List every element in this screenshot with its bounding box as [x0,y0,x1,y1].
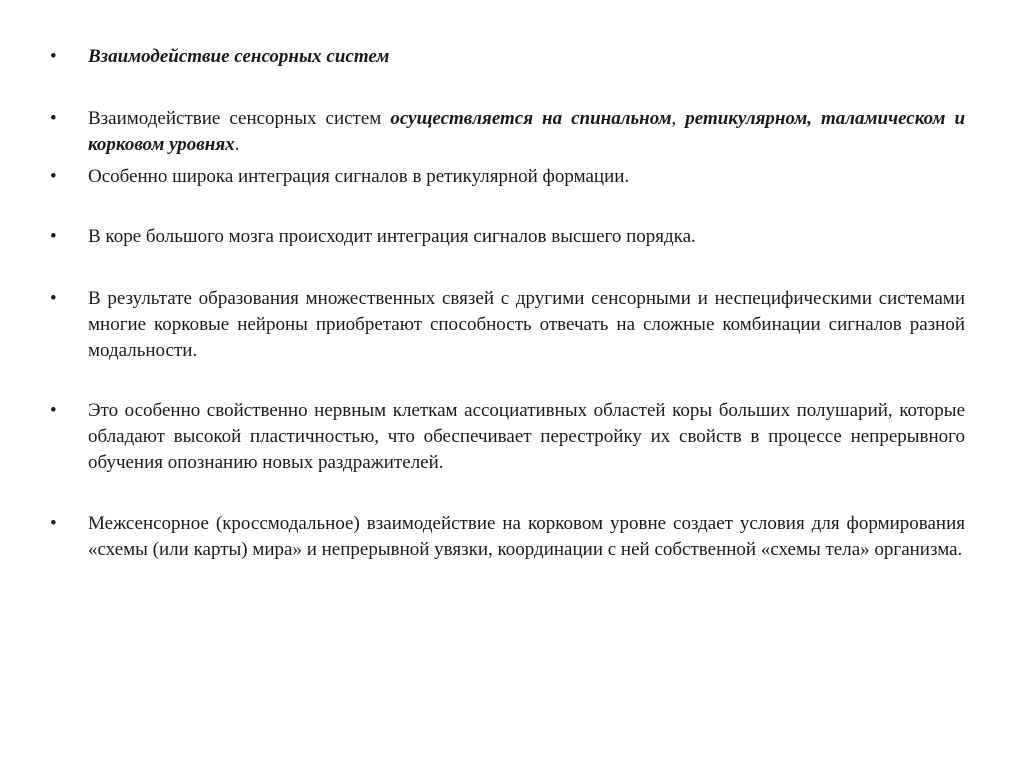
bullet-text [88,164,965,190]
heading-text: Взаимодействие сенсорных систем [88,46,390,67]
bullet-text [88,286,965,364]
bullet-text [88,106,965,158]
text-run: Взаимодействие сенсорных систем [88,108,391,129]
text-run: Особенно широка интеграция сигналов в ретикулярной формации. [88,166,630,187]
bullet-marker: • [50,288,57,309]
bullet-text [88,511,965,563]
text-run: Это особенно свойственно нервным клеткам ассоциативных областей коры больших полушарий, которые обладают высокой пластичностью, что обеспечивает перестройку их свойств в процессе непрерывного обучения опознанию новых раздражителей. [88,400,965,473]
text-run: В результате образования множественных связей с другими сенсорными и неспецифическими системами многие корковые нейроны приобретают способность отвечать на сложные комбинации сигналов разной модальности. [88,288,965,361]
text-run-emphasis: ретикулярном, таламическом и корковом уровнях [88,108,966,155]
bullet-marker: • [50,226,57,247]
text-run: . [234,134,240,155]
text-run: В коре большого мозга происходит интеграция сигналов высшего порядка. [88,226,696,247]
text-run: Межсенсорное (кроссмодальное) взаимодействие на корковом уровне создает условия для формирования «схемы (или карты) мира» и непрерывной увязки, координации с ней собственной «схемы тела» организма. [88,513,965,560]
bullet-text [88,224,965,250]
text-run: , [671,108,686,129]
text-run-emphasis: осуществляется на спинальном [390,108,672,129]
bullet-text [88,398,965,476]
bullet-marker: • [50,513,57,534]
bullet-marker: • [50,46,57,67]
bullet-marker: • [50,108,57,129]
bullet-heading [88,44,965,70]
bullet-marker: • [50,166,57,187]
bullet-marker: • [50,400,57,421]
